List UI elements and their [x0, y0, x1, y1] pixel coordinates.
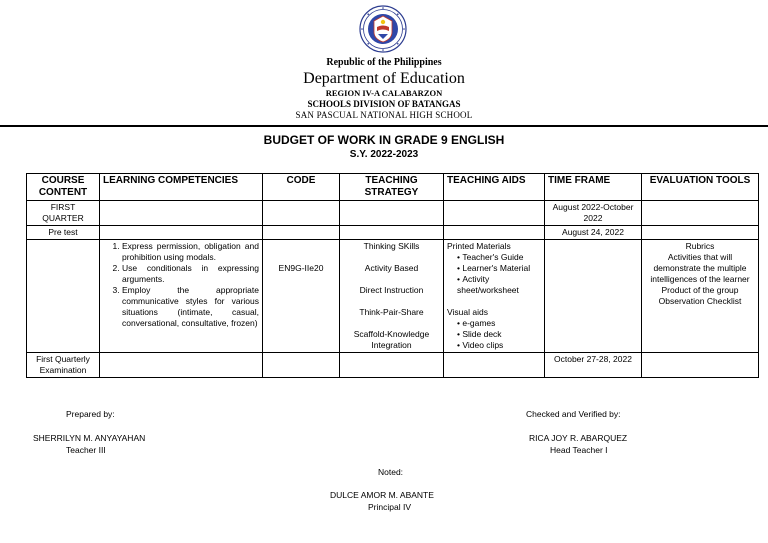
cell-empty — [263, 226, 340, 240]
prepared-by-position: Teacher III — [66, 445, 106, 455]
list-item: Activities that will demonstrate the multiple intelligences of the learner — [650, 252, 750, 284]
republic-line: Republic of the Philippines — [326, 57, 442, 68]
cell-time-frame: August 2022-October 2022 — [545, 201, 642, 226]
list-item: Scaffold-Knowledge Integration — [353, 329, 430, 350]
prepared-by-label: Prepared by: — [66, 409, 115, 419]
cell-time-frame: August 24, 2022 — [545, 226, 642, 240]
cell-empty — [444, 201, 545, 226]
school-year: S.Y. 2022-2023 — [349, 149, 419, 160]
cell-empty — [340, 201, 444, 226]
checked-by-label: Checked and Verified by: — [526, 409, 621, 419]
list-item: 2. Use conditionals in expressing arguments. — [122, 263, 259, 285]
col-course-content: COURSE CONTENT — [27, 174, 100, 201]
table-row — [27, 226, 759, 240]
cell-empty — [100, 201, 263, 226]
checked-by-position: Head Teacher I — [550, 445, 608, 455]
cell-evaluation — [642, 240, 759, 353]
cell-empty — [263, 353, 340, 378]
table-row — [27, 201, 759, 226]
cell-teaching-aids — [444, 240, 545, 353]
list-item: Rubrics — [685, 241, 715, 251]
cell-empty — [642, 226, 759, 240]
table-header-row — [27, 174, 759, 201]
cell-empty — [340, 226, 444, 240]
col-evaluation-tools: EVALUATION TOOLS — [642, 174, 759, 201]
department-name: Department of Education — [303, 70, 465, 87]
cell-time-frame: October 27-28, 2022 — [545, 353, 642, 378]
list-item: • Activity sheet/worksheet — [457, 274, 541, 296]
cell-strategy — [340, 240, 444, 353]
cell-empty — [444, 353, 545, 378]
col-teaching-aids: TEACHING AIDS — [444, 174, 545, 201]
list-item: Product of the group — [661, 285, 739, 295]
region-line: REGION IV-A CALABARZON — [325, 88, 443, 98]
cell-empty — [545, 240, 642, 353]
list-item: 1. Express permission, obligation and prohibition using modals. — [122, 241, 259, 263]
visual-aids-list — [447, 318, 541, 351]
noted-by-label: Noted: — [378, 467, 404, 477]
noted-by-position: Principal IV — [368, 502, 411, 512]
deped-seal-icon — [359, 5, 407, 53]
list-item: • Teacher's Guide — [457, 252, 541, 263]
table-row — [27, 240, 759, 353]
cell-empty — [642, 353, 759, 378]
cell-course: Pre test — [27, 226, 100, 240]
list-item: • e-games — [457, 318, 541, 329]
col-teaching-strategy: TEACHING STRATEGY — [340, 174, 444, 201]
cell-empty — [444, 226, 545, 240]
list-item: 3. Employ the appropriate communicative styles for various situations (intimate, casual, conversational, consultative, frozen) — [122, 285, 259, 329]
list-item: Direct Instruction — [359, 285, 424, 295]
cell-empty — [27, 240, 100, 353]
list-item: • Video clips — [457, 340, 541, 351]
document-title: BUDGET OF WORK IN GRADE 9 ENGLISH — [263, 133, 505, 147]
cell-empty — [263, 201, 340, 226]
printed-materials-list — [447, 252, 541, 274]
cell-course: FIRST QUARTER — [27, 201, 100, 226]
cell-empty — [642, 201, 759, 226]
col-code: CODE — [263, 174, 340, 201]
competency-code: EN9G-IIe20 — [278, 263, 324, 273]
list-item: Thinking SKills — [363, 241, 420, 251]
cell-empty — [100, 226, 263, 240]
prepared-by-name: SHERRILYN M. ANYAYAHAN — [33, 433, 146, 443]
cell-course: First Quarterly Examination — [27, 353, 100, 378]
list-item: Observation Checklist — [658, 296, 742, 306]
cell-empty — [340, 353, 444, 378]
printed-materials-list — [447, 274, 541, 296]
cell-code — [263, 240, 340, 353]
list-item: • Learner's Material — [457, 263, 541, 274]
budget-of-work-table — [26, 173, 759, 378]
list-item: Think-Pair-Share — [359, 307, 424, 317]
list-item: Activity Based — [364, 263, 419, 273]
aids-printed-heading: Printed Materials — [447, 241, 511, 251]
school-line: SAN PASCUAL NATIONAL HIGH SCHOOL — [295, 110, 473, 120]
competency-list — [103, 241, 259, 329]
division-line: SCHOOLS DIVISION OF BATANGAS — [307, 99, 461, 109]
aids-visual-heading: Visual aids — [447, 307, 488, 317]
list-item: • Slide deck — [457, 329, 541, 340]
cell-empty — [100, 353, 263, 378]
cell-competencies — [100, 240, 263, 353]
checked-by-name: RICA JOY R. ABARQUEZ — [529, 433, 628, 443]
col-learning-competencies: LEARNING COMPETENCIES — [100, 174, 263, 201]
col-time-frame: TIME FRAME — [545, 174, 642, 201]
noted-by-name: DULCE AMOR M. ABANTE — [330, 490, 434, 500]
header-divider — [0, 125, 768, 127]
table-row — [27, 353, 759, 378]
